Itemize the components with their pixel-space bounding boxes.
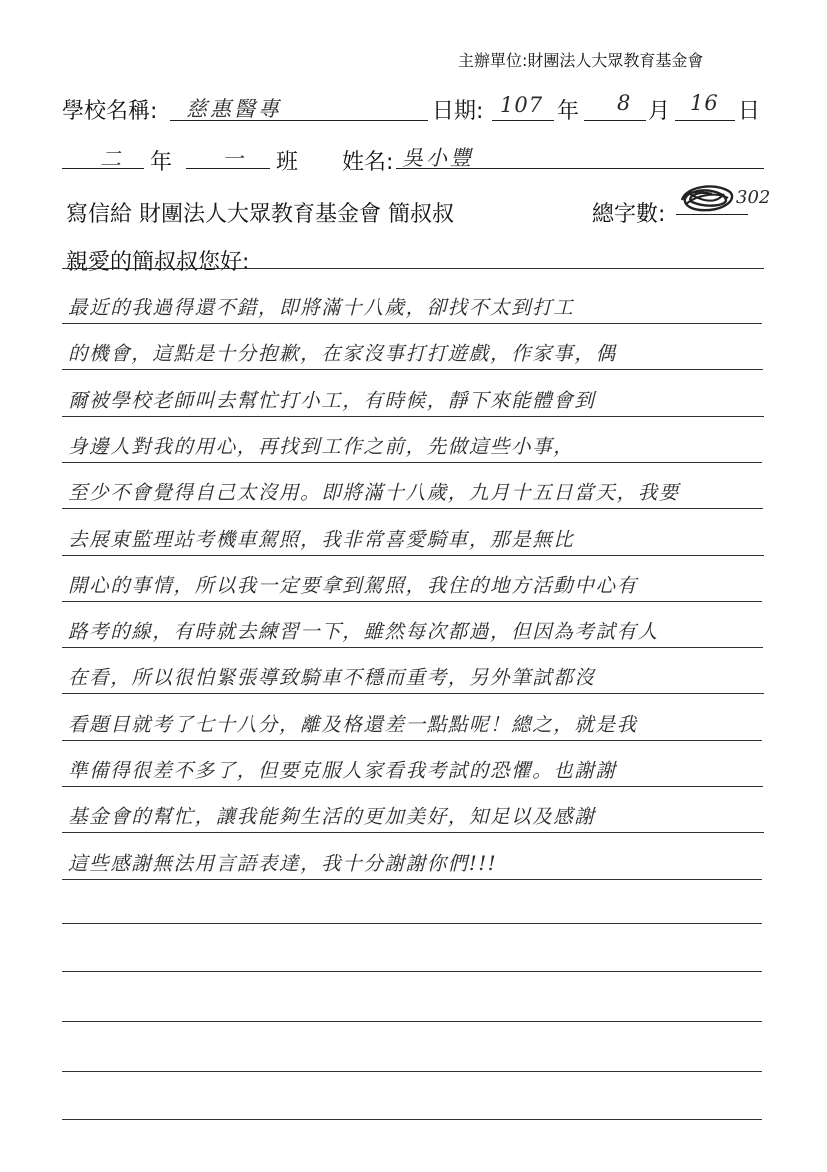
word-count-label: 總字數: <box>592 202 666 227</box>
class-label: 班 <box>276 150 299 175</box>
word-count-value: 302 <box>736 187 771 208</box>
body-line: 基金會的幫忙，讓我能夠生活的更加美好，知足以及感謝 <box>68 805 596 829</box>
year-label: 年 <box>557 99 580 124</box>
body-line: 開心的事情，所以我一定要拿到駕照，我住的地方活動中心有 <box>68 573 638 597</box>
month-label: 月 <box>648 99 671 124</box>
grade-underline <box>62 168 144 169</box>
body-line: 去展東監理站考機車駕照，我非常喜愛騎車，那是無比 <box>68 527 575 551</box>
letter-recipient: 寫信給 財團法人大眾教育基金會 簡叔叔 <box>66 202 454 227</box>
empty-ruled-line <box>62 1119 762 1120</box>
grade-label: 年 <box>150 150 173 175</box>
class-underline <box>186 168 270 169</box>
body-line: 爾被學校老師叫去幫忙打小工，有時候，靜下來能體會到 <box>68 388 596 412</box>
body-line: 最近的我過得還不錯，即將滿十八歲，卻找不太到打工 <box>68 296 575 319</box>
ruled-line <box>62 740 762 741</box>
school-value: 慈惠醫專 <box>186 97 282 121</box>
body-line: 準備得很差不多了，但要克服人家看我考試的恐懼。也謝謝 <box>68 759 617 782</box>
ruled-line <box>62 555 764 556</box>
year-value: 107 <box>500 93 544 117</box>
body-line: 身邊人對我的用心，再找到工作之前，先做這些小事， <box>68 434 575 458</box>
body-line: 路考的線，有時就去練習一下，雖然每次都過，但因為考試有人 <box>68 620 659 644</box>
body-line: 看題目就考了七十八分，離及格還差一點點呢！總之，就是我 <box>68 712 638 736</box>
ruled-line <box>62 416 764 417</box>
body-line: 的機會，這點是十分抱歉，在家沒事打打遊戲，作家事，偶 <box>68 342 617 366</box>
school-label: 學校名稱: <box>62 99 158 124</box>
ruled-line <box>62 369 763 370</box>
ruled-line <box>62 693 764 694</box>
body-line: 這些感謝無法用言語表達，我十分謝謝你們!!! <box>68 851 498 875</box>
name-label: 姓名: <box>342 150 394 175</box>
day-label: 日 <box>738 99 761 124</box>
greeting: 親愛的簡叔叔您好: <box>66 250 250 275</box>
empty-ruled-line <box>62 1021 762 1022</box>
name-value: 吳小豐 <box>402 146 474 170</box>
grade-value: 二 <box>100 147 124 171</box>
empty-ruled-line <box>62 1071 762 1072</box>
ruled-line <box>62 786 763 787</box>
year-underline <box>492 120 554 121</box>
day-value: 16 <box>690 91 719 115</box>
month-value: 8 <box>617 91 634 115</box>
ruled-line <box>62 647 763 648</box>
organizer-label: 主辦單位:財團法人大眾教育基金會 <box>458 51 704 70</box>
empty-ruled-line <box>62 923 762 924</box>
school-underline <box>170 120 428 121</box>
greeting-rule <box>62 268 764 269</box>
ruled-line <box>62 462 762 463</box>
month-underline <box>584 120 646 121</box>
ruled-line <box>62 508 763 509</box>
body-line: 在看，所以很怕緊張導致騎車不穩而重考，另外筆試都沒 <box>68 666 596 690</box>
empty-ruled-line <box>62 971 762 972</box>
day-underline <box>675 120 735 121</box>
name-underline <box>396 168 764 169</box>
date-label: 日期: <box>432 99 484 124</box>
ruled-line <box>62 323 762 324</box>
class-value: 一 <box>222 147 246 171</box>
scribble-mark <box>676 182 738 214</box>
ruled-line <box>62 601 762 602</box>
body-line: 至少不會覺得自己太沒用。即將滿十八歲，九月十五日當天，我要 <box>68 481 680 505</box>
word-count-underline <box>676 214 748 215</box>
ruled-line <box>62 832 764 833</box>
ruled-line <box>62 879 762 880</box>
